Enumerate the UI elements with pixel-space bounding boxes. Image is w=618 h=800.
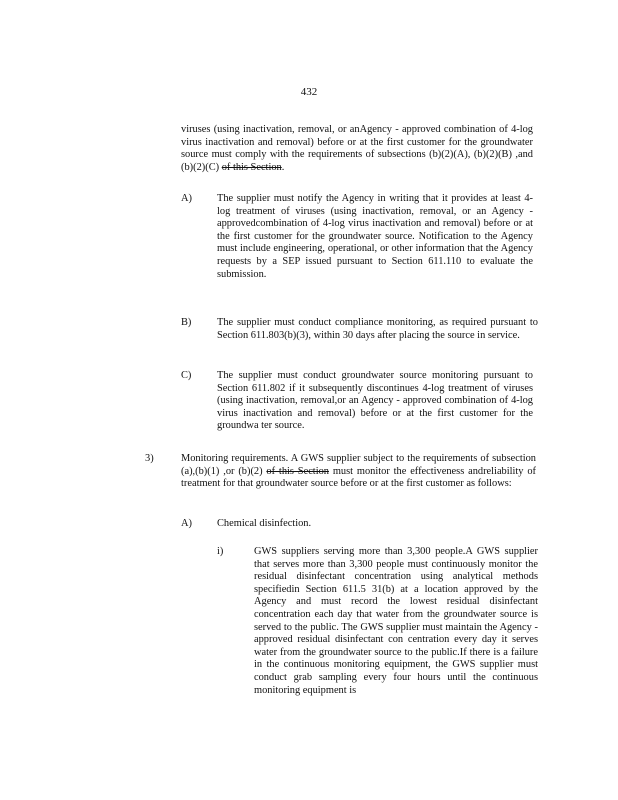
item-2B-text: The supplier must conduct compliance monitoring, as required pursuant to Section 611.803(b)(3), within 30 days after placing the source in service. — [217, 317, 538, 341]
item-3Ai-text: GWS suppliers serving more than 3,300 people.A GWS supplier that serves more than 3,300 people must continuously monitor the residual disinfectant concentration using analytical methods specifiedin Section 611.5 31(b) at a location approved by the Agency and must record the lowest residual disinfectant concentration each day that water from the groundwater source is served to the public. The GWS supplier must maintain the Agency - approved residual disinfectant con centration every day it serves water from the groundwater source to the public.If there is a failure in the continuous monitoring equipment, the GWS supplier must conduct grab sampling every four hours until the continuous monitoring equipment is — [254, 546, 538, 696]
item-3-text: Monitoring requirements. A GWS supplier subject to the requirements of subsection (a),(b)(1) ,or (b)(2) — [181, 453, 536, 477]
item-label: A) — [181, 193, 192, 204]
item-label: B) — [181, 317, 192, 328]
item-3-paragraph — [181, 453, 536, 491]
item-label: C) — [181, 370, 192, 381]
item-2C-text: The supplier must conduct groundwater source monitoring pursuant to Section 611.802 if it subsequently discontinues 4-log treatment of viruses (using inactivation, removal,or an Agency - approved combination of 4-log virus inactivation and removal) before or at the first customer for the groundwa ter source. — [217, 370, 533, 432]
item-label: A) — [181, 518, 192, 529]
page-number: 432 — [300, 86, 318, 98]
item-label: i) — [217, 546, 224, 557]
intro-text-end: . — [281, 161, 285, 173]
item-3A-heading: Chemical disinfection. — [217, 518, 312, 529]
struck-text: of this Section — [221, 161, 282, 173]
intro-paragraph — [181, 124, 533, 174]
item-2A-text: The supplier must notify the Agency in writing that it provides at least 4-log treatment of viruses (using inactivation, removal, or an Agency -approvedcombination of 4-log virus inactivation and removal) before or at the first customer for the groundwater source. Notification to the Agency must include engineering, operational, or other information that the Agency requests by a SEP issued pursuant to Section 611.110 to evaluate the submission. — [217, 193, 533, 280]
item-label: 3) — [145, 453, 154, 464]
intro-text: viruses (using inactivation, removal, or anAgency - approved combination of 4-log virus inactivation and removal) before or at the first customer for the groundwater source must comply with the requirements of subsections (b)(2)(A), (b)(2)(B) ,and (b)(2)(C) — [181, 124, 533, 173]
struck-text: of this Section — [266, 465, 329, 477]
item-3-text-end: must monitor the effectiveness andreliability of treatment for that groundwater source before or at the first customer as follows: — [181, 465, 536, 490]
